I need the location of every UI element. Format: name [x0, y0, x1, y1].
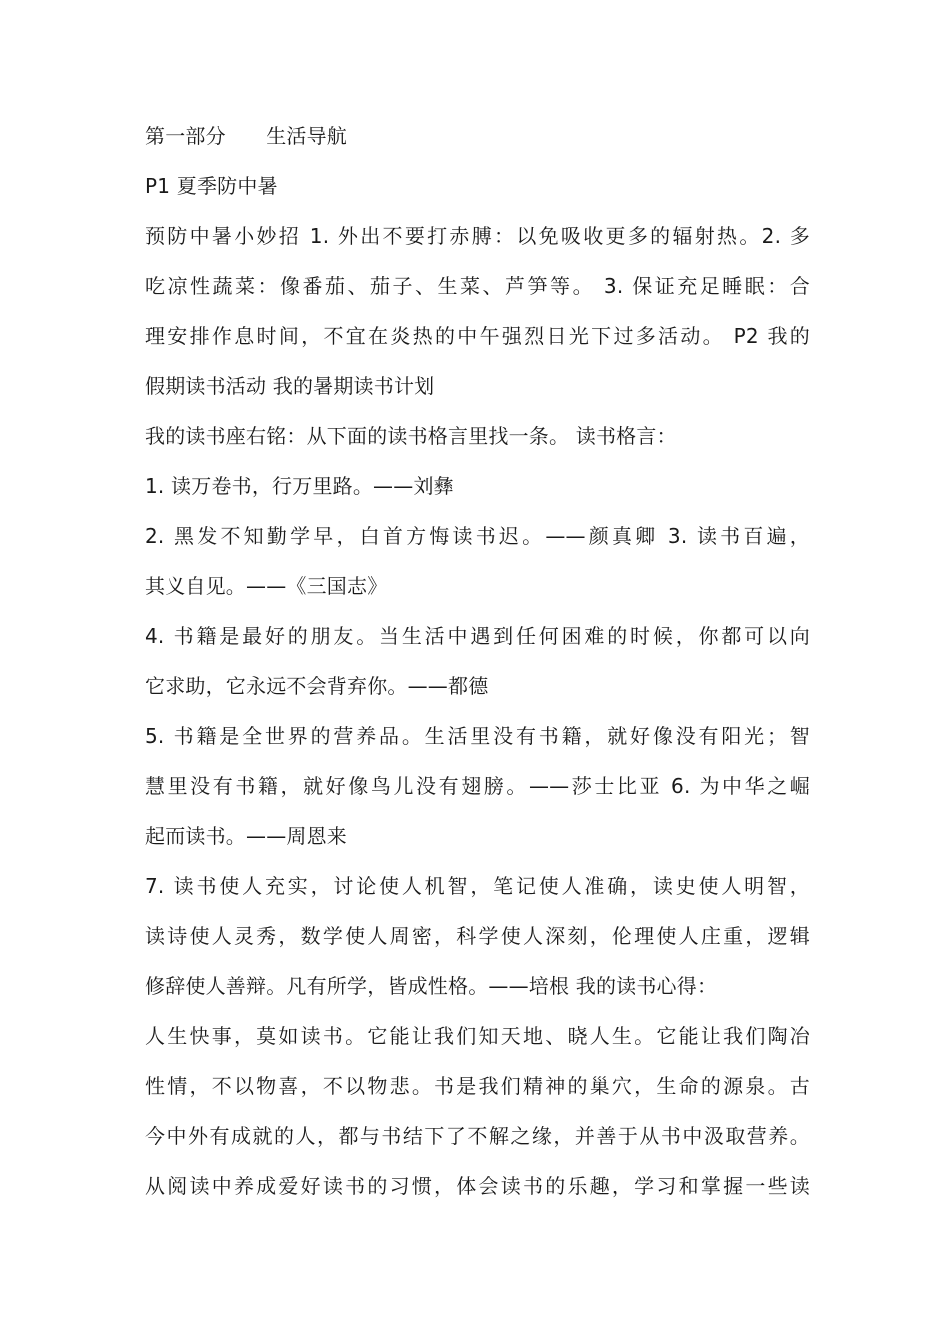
text-line: 人生快事，莫如读书。它能让我们知天地、晓人生。它能让我们陶冶 — [145, 1024, 810, 1048]
quote-item: 1. 读万卷书，行万里路。——刘彝 — [145, 474, 454, 498]
quote-item: 起而读书。——周恩来 — [145, 824, 347, 848]
text-line: 预防中暑小妙招 1. 外出不要打赤膊：以免吸收更多的辐射热。2. 多 — [145, 224, 810, 248]
quote-item: 2. 黑发不知勤学早，白首方悔读书迟。——颜真卿 3. 读书百遍， — [145, 524, 810, 548]
subsection-heading-p1: P1 夏季防中暑 — [145, 174, 278, 198]
text-line: 吃凉性蔬菜：像番茄、茄子、生菜、芦笋等。 3. 保证充足睡眠：合 — [145, 274, 810, 298]
quote-item: 7. 读书使人充实，讨论使人机智，笔记使人准确，读史使人明智， — [145, 874, 810, 898]
section-heading: 第一部分 生活导航 — [145, 124, 347, 148]
text-line: 性情，不以物喜，不以物悲。书是我们精神的巢穴，生命的源泉。古 — [145, 1074, 810, 1098]
quote-item: 慧里没有书籍，就好像鸟儿没有翅膀。——莎士比亚 6. 为中华之崛 — [145, 774, 810, 798]
quote-item: 读诗使人灵秀，数学使人周密，科学使人深刻，伦理使人庄重，逻辑 — [145, 924, 810, 948]
text-line: 假期读书活动 我的暑期读书计划 — [145, 374, 435, 398]
quote-item: 它求助，它永远不会背弃你。——都德 — [145, 674, 489, 698]
text-line: 今中外有成就的人，都与书结下了不解之缘，并善于从书中汲取营养。 — [145, 1124, 810, 1148]
text-line: 从阅读中养成爱好读书的习惯，体会读书的乐趣，学习和掌握一些读 — [145, 1174, 810, 1198]
quote-item: 4. 书籍是最好的朋友。当生活中遇到任何困难的时候，你都可以向 — [145, 624, 810, 648]
quote-item: 5. 书籍是全世界的营养品。生活里没有书籍，就好像没有阳光；智 — [145, 724, 810, 748]
text-line: 我的读书座右铭：从下面的读书格言里找一条。 读书格言： — [145, 424, 677, 448]
quote-item: 修辞使人善辩。凡有所学，皆成性格。——培根 我的读书心得： — [145, 974, 718, 998]
text-line: 理安排作息时间，不宜在炎热的中午强烈日光下过多活动。 P2 我的 — [145, 324, 810, 348]
quote-item: 其义自见。——《三国志》 — [145, 574, 388, 598]
